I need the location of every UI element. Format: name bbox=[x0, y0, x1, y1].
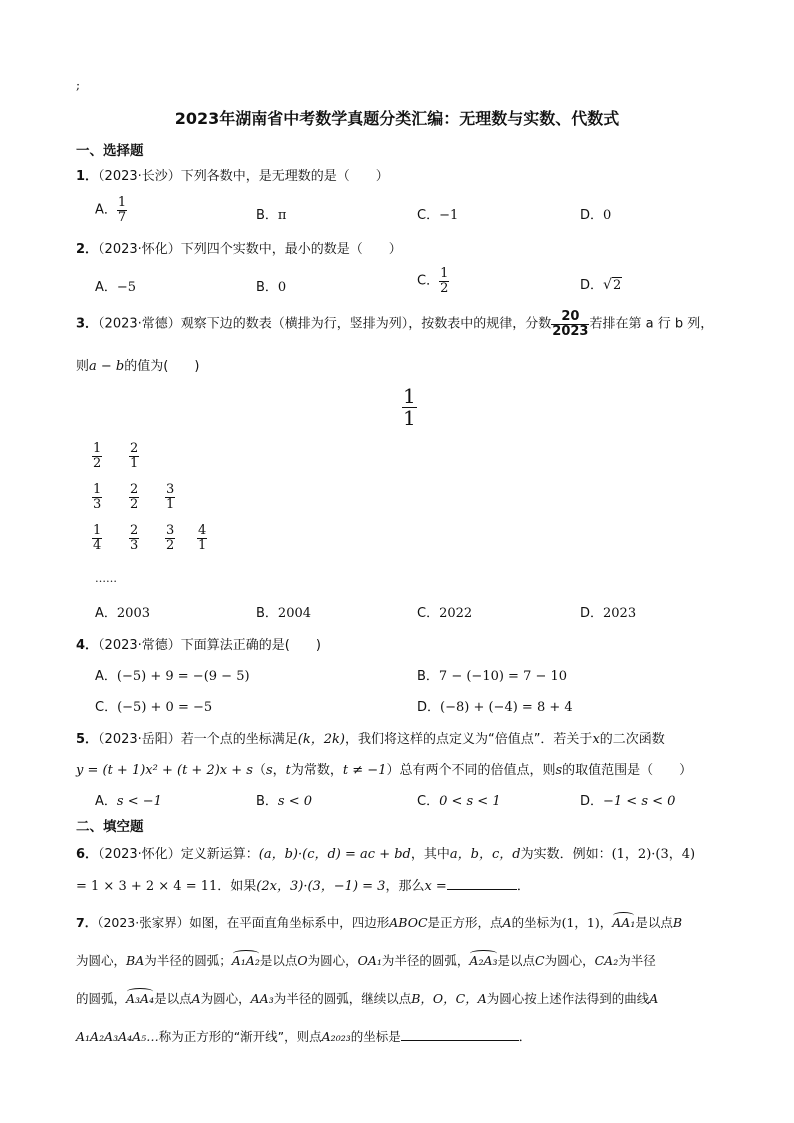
section-heading-fill: 二、填空题 bbox=[76, 819, 144, 835]
math-expression: = 1 × 3 + 2 × 4 = 11 bbox=[76, 879, 218, 894]
fraction bbox=[551, 310, 589, 338]
math-var: A bbox=[649, 991, 659, 1006]
question-number: 7． bbox=[76, 915, 98, 930]
question-number: 5． bbox=[76, 732, 99, 747]
denominator: 2 bbox=[93, 455, 102, 471]
numerator: 20 bbox=[551, 310, 589, 325]
table-row-3-col-2 bbox=[129, 524, 139, 552]
option-value: 2003 bbox=[116, 606, 150, 621]
numerator: 1 bbox=[93, 482, 102, 497]
option-value: s < −1 bbox=[116, 794, 162, 809]
table-row-3-col-3 bbox=[165, 524, 175, 552]
math-expression: t ≠ −1 bbox=[342, 763, 387, 778]
option-label: A． bbox=[95, 606, 117, 621]
table-row-3-col-1 bbox=[92, 524, 102, 552]
question-2 bbox=[76, 238, 402, 257]
q1-option-c bbox=[417, 204, 458, 223]
math-var: s bbox=[265, 763, 273, 778]
denominator: 2 bbox=[440, 280, 449, 296]
question-number: 3． bbox=[76, 316, 99, 332]
q4-option-d bbox=[417, 696, 573, 715]
math-expression: A₁A₂A₃A₄A₅… bbox=[76, 1029, 159, 1044]
math-expression: (2x，3)·(3，−1) = 3 bbox=[256, 879, 386, 894]
math-expression: (a，b)·(c，d) = ac + bd bbox=[258, 847, 411, 862]
question-number: 6． bbox=[76, 847, 99, 862]
math-expression: (1，2)·(3，4) bbox=[611, 847, 696, 862]
question-7 bbox=[76, 913, 682, 931]
option-value: 0 < s < 1 bbox=[439, 794, 501, 809]
table-row-2-col-2 bbox=[129, 483, 139, 511]
question-6 bbox=[76, 843, 695, 862]
option-value: (−8) + (−4) = 8 + 4 bbox=[440, 700, 573, 715]
option-label: A． bbox=[95, 794, 117, 809]
sqrt-sign: √ bbox=[603, 277, 612, 293]
option-label: C． bbox=[417, 273, 440, 289]
math-expression: a − b bbox=[89, 359, 125, 374]
math-var: s bbox=[555, 763, 563, 778]
question-source: （2023·张家界） bbox=[97, 915, 190, 930]
q5-option-b bbox=[256, 790, 312, 809]
text: ， bbox=[599, 915, 613, 930]
denominator: 2023 bbox=[552, 323, 589, 339]
q2-option-d bbox=[580, 274, 622, 293]
q1-option-d bbox=[580, 204, 611, 223]
denominator: 3 bbox=[130, 537, 139, 553]
q5-option-a bbox=[95, 790, 162, 809]
table-row-1-col-1 bbox=[92, 442, 102, 470]
arc-label: AA₁ bbox=[612, 915, 636, 930]
option-label: B． bbox=[256, 606, 278, 621]
text: 为圆心， bbox=[544, 953, 595, 968]
q4-option-b bbox=[417, 665, 567, 684]
question-number: 4． bbox=[76, 638, 99, 653]
option-label: B． bbox=[256, 794, 278, 809]
option-label: A． bbox=[95, 669, 117, 684]
option-label: C． bbox=[417, 606, 440, 621]
denominator: 4 bbox=[93, 537, 102, 553]
denominator: 1 bbox=[166, 496, 175, 512]
table-ellipsis: …… bbox=[95, 572, 117, 585]
question-7-line2 bbox=[76, 951, 656, 969]
text: ． bbox=[516, 879, 530, 894]
text: 的坐标是 bbox=[350, 1029, 401, 1044]
option-label: D． bbox=[580, 208, 604, 223]
text: 为常数， bbox=[290, 763, 343, 778]
fraction bbox=[439, 267, 449, 295]
math-expression: a，b，c，d bbox=[449, 847, 521, 862]
text: ． bbox=[518, 1029, 532, 1044]
text: ．如果 bbox=[217, 879, 257, 894]
text: 是以点 bbox=[154, 991, 192, 1006]
numerator: 1 bbox=[93, 441, 102, 456]
table-top-fraction bbox=[402, 386, 417, 429]
numerator: 3 bbox=[166, 482, 175, 497]
question-stem: 下列四个实数中，最小的数是（ ） bbox=[180, 242, 402, 257]
text: ）总有两个不同的倍值点，则 bbox=[386, 763, 556, 778]
sqrt-radicand: 2 bbox=[612, 278, 622, 293]
text: 的圆弧， bbox=[76, 991, 127, 1006]
question-3 bbox=[76, 310, 713, 338]
page-title: 2023年湖南省中考数学真题分类汇编：无理数与实数、代数式 bbox=[174, 109, 620, 128]
q2-option-c bbox=[417, 267, 449, 295]
text: ， bbox=[272, 763, 286, 778]
question-5 bbox=[76, 728, 665, 747]
text: 是以点 bbox=[259, 953, 298, 968]
q2-option-a bbox=[95, 276, 136, 295]
answer-blank[interactable] bbox=[401, 1028, 519, 1041]
text: 如图，在平面直角坐标系中，四边形 bbox=[189, 915, 390, 930]
arc-label: A₂A₃ bbox=[469, 953, 498, 968]
math-var: t bbox=[285, 763, 291, 778]
numerator: 2 bbox=[130, 482, 139, 497]
question-4 bbox=[76, 634, 321, 653]
question-source: （2023·怀化） bbox=[98, 847, 181, 862]
q1-option-a bbox=[95, 196, 127, 224]
option-value: s < 0 bbox=[277, 794, 313, 809]
text: 则 bbox=[76, 359, 90, 374]
option-label: C． bbox=[95, 700, 118, 715]
math-expression: CA₂ bbox=[594, 953, 619, 968]
text: ，其中 bbox=[410, 847, 450, 862]
question-6-line2 bbox=[76, 875, 530, 894]
arc-label: A₃A₄ bbox=[126, 991, 155, 1006]
question-source: （2023·常德） bbox=[98, 638, 181, 653]
denominator: 1 bbox=[130, 455, 139, 471]
text: 的值为( ) bbox=[124, 359, 200, 374]
text: 称为正方形的“渐开线”，则点 bbox=[158, 1029, 322, 1044]
option-value: 2022 bbox=[439, 606, 473, 621]
option-label: C． bbox=[417, 208, 440, 223]
q5-option-c bbox=[417, 790, 501, 809]
option-value: −1 bbox=[439, 208, 459, 223]
option-label: D． bbox=[580, 794, 604, 809]
q4-option-a bbox=[95, 665, 250, 684]
question-stem: 观察下边的数表（横排为行，竖排为列），按数表中的规律，分数 bbox=[180, 316, 552, 332]
math-expression: y = (t + 1)x² + (t + 2)x + s bbox=[76, 763, 253, 778]
numerator: 2 bbox=[130, 441, 139, 456]
option-value: 7 − (−10) = 7 − 10 bbox=[438, 669, 568, 684]
option-value: (−5) + 9 = −(9 − 5) bbox=[116, 669, 250, 684]
math-var: A bbox=[191, 991, 201, 1006]
text: 是以点 bbox=[635, 915, 673, 930]
text: ，我们将这样的点定义为“倍值点”．若关于 bbox=[344, 732, 593, 747]
fraction bbox=[117, 196, 127, 224]
question-stem: 若排在第 a 行 b 列， bbox=[589, 316, 714, 332]
math-expression: B，O，C，A bbox=[411, 991, 487, 1006]
q4-option-c bbox=[95, 696, 212, 715]
math-var: C bbox=[535, 953, 545, 968]
question-1 bbox=[76, 165, 389, 184]
text: 为半径 bbox=[618, 953, 656, 968]
text: （ bbox=[252, 763, 266, 778]
math-expression: BA bbox=[126, 953, 145, 968]
option-label: D． bbox=[580, 278, 604, 293]
numerator: 1 bbox=[403, 384, 416, 408]
q3-option-d bbox=[580, 602, 636, 621]
math-expression: (1，1) bbox=[561, 915, 600, 930]
question-source: （2023·长沙） bbox=[98, 169, 181, 184]
q3-option-b bbox=[256, 602, 311, 621]
math-var: O bbox=[297, 953, 308, 968]
text: 的二次函数 bbox=[599, 732, 665, 747]
option-label: B． bbox=[256, 208, 278, 223]
numerator: 2 bbox=[130, 523, 139, 538]
table-row-3-col-4 bbox=[197, 524, 207, 552]
section-heading-choice: 一、选择题 bbox=[76, 143, 144, 159]
math-var: A bbox=[502, 915, 512, 930]
table-row-2-col-3 bbox=[165, 483, 175, 511]
question-stem: 下面算法正确的是( ) bbox=[180, 638, 321, 653]
math-var: B bbox=[672, 915, 683, 930]
q2-option-b bbox=[256, 276, 286, 295]
option-label: B． bbox=[417, 669, 439, 684]
denominator: 7 bbox=[117, 209, 127, 225]
table-row-1-col-2 bbox=[129, 442, 139, 470]
math-expression: A₂₀₂₃ bbox=[321, 1029, 351, 1044]
question-7-line3 bbox=[76, 989, 658, 1007]
option-value: 2004 bbox=[277, 606, 312, 621]
table-row-2-col-1 bbox=[92, 483, 102, 511]
question-number: 2． bbox=[76, 242, 99, 257]
option-label: C． bbox=[417, 794, 440, 809]
text: 为圆心， bbox=[200, 991, 251, 1006]
numerator: 4 bbox=[198, 523, 207, 538]
option-label: D． bbox=[417, 700, 441, 715]
question-stem: 下列各数中，是无理数的是（ ） bbox=[180, 169, 389, 184]
option-label: A． bbox=[95, 202, 117, 218]
text: 为实数．例如： bbox=[520, 847, 612, 862]
option-label: B． bbox=[256, 280, 278, 295]
numerator: 1 bbox=[93, 523, 102, 538]
math-expression: OA₁ bbox=[357, 953, 382, 968]
option-value: 2023 bbox=[603, 606, 637, 621]
question-source: （2023·怀化） bbox=[98, 242, 181, 257]
denominator: 2 bbox=[166, 537, 175, 553]
text: 的取值范围是（ ） bbox=[562, 763, 693, 778]
q3-option-a bbox=[95, 602, 150, 621]
numerator: 3 bbox=[166, 523, 175, 538]
option-value: (−5) + 0 = −5 bbox=[117, 700, 213, 715]
math-expression: ABOC bbox=[389, 915, 428, 930]
math-expression: x = bbox=[424, 879, 447, 894]
question-5-line2 bbox=[76, 759, 692, 778]
question-source: （2023·岳阳） bbox=[98, 732, 181, 747]
q5-option-d bbox=[580, 790, 675, 809]
question-3-line2 bbox=[76, 355, 199, 374]
text: 定义新运算： bbox=[180, 847, 259, 862]
text: 为圆心， bbox=[307, 953, 358, 968]
question-number: 1． bbox=[76, 169, 99, 184]
text: ，那么 bbox=[385, 879, 425, 894]
option-value: π bbox=[277, 208, 287, 223]
text: 为半径的圆弧， bbox=[381, 953, 470, 968]
text: 为圆心， bbox=[76, 953, 127, 968]
text: 为半径的圆弧，继续以点 bbox=[273, 991, 412, 1006]
denominator: 1 bbox=[403, 406, 416, 430]
question-7-line4 bbox=[76, 1027, 531, 1045]
numerator: 1 bbox=[440, 266, 449, 281]
denominator: 2 bbox=[130, 496, 139, 512]
option-value: −5 bbox=[116, 280, 137, 295]
text: 的坐标为 bbox=[511, 915, 562, 930]
math-expression: (k，2k) bbox=[297, 732, 345, 747]
math-var: x bbox=[592, 732, 600, 747]
text: 若一个点的坐标满足 bbox=[180, 732, 298, 747]
denominator: 3 bbox=[93, 496, 102, 512]
option-value: 0 bbox=[277, 280, 287, 295]
option-value: 0 bbox=[603, 208, 612, 223]
denominator: 1 bbox=[198, 537, 207, 553]
q3-option-c bbox=[417, 602, 472, 621]
text: 为半径的圆弧； bbox=[144, 953, 232, 968]
numerator: 1 bbox=[117, 195, 127, 210]
text: 是正方形，点 bbox=[427, 915, 503, 930]
math-expression: AA₃ bbox=[250, 991, 274, 1006]
option-value: −1 < s < 0 bbox=[603, 794, 676, 809]
corner-mark: ; bbox=[76, 78, 81, 92]
option-label: D． bbox=[580, 606, 604, 621]
question-source: （2023·常德） bbox=[98, 316, 181, 332]
q1-option-b bbox=[256, 204, 286, 223]
text: 为圆心按上述作法得到的曲线 bbox=[486, 991, 650, 1006]
answer-blank[interactable] bbox=[447, 877, 517, 890]
text: 是以点 bbox=[497, 953, 536, 968]
option-label: A． bbox=[95, 280, 117, 295]
arc-label: A₁A₂ bbox=[231, 953, 260, 968]
